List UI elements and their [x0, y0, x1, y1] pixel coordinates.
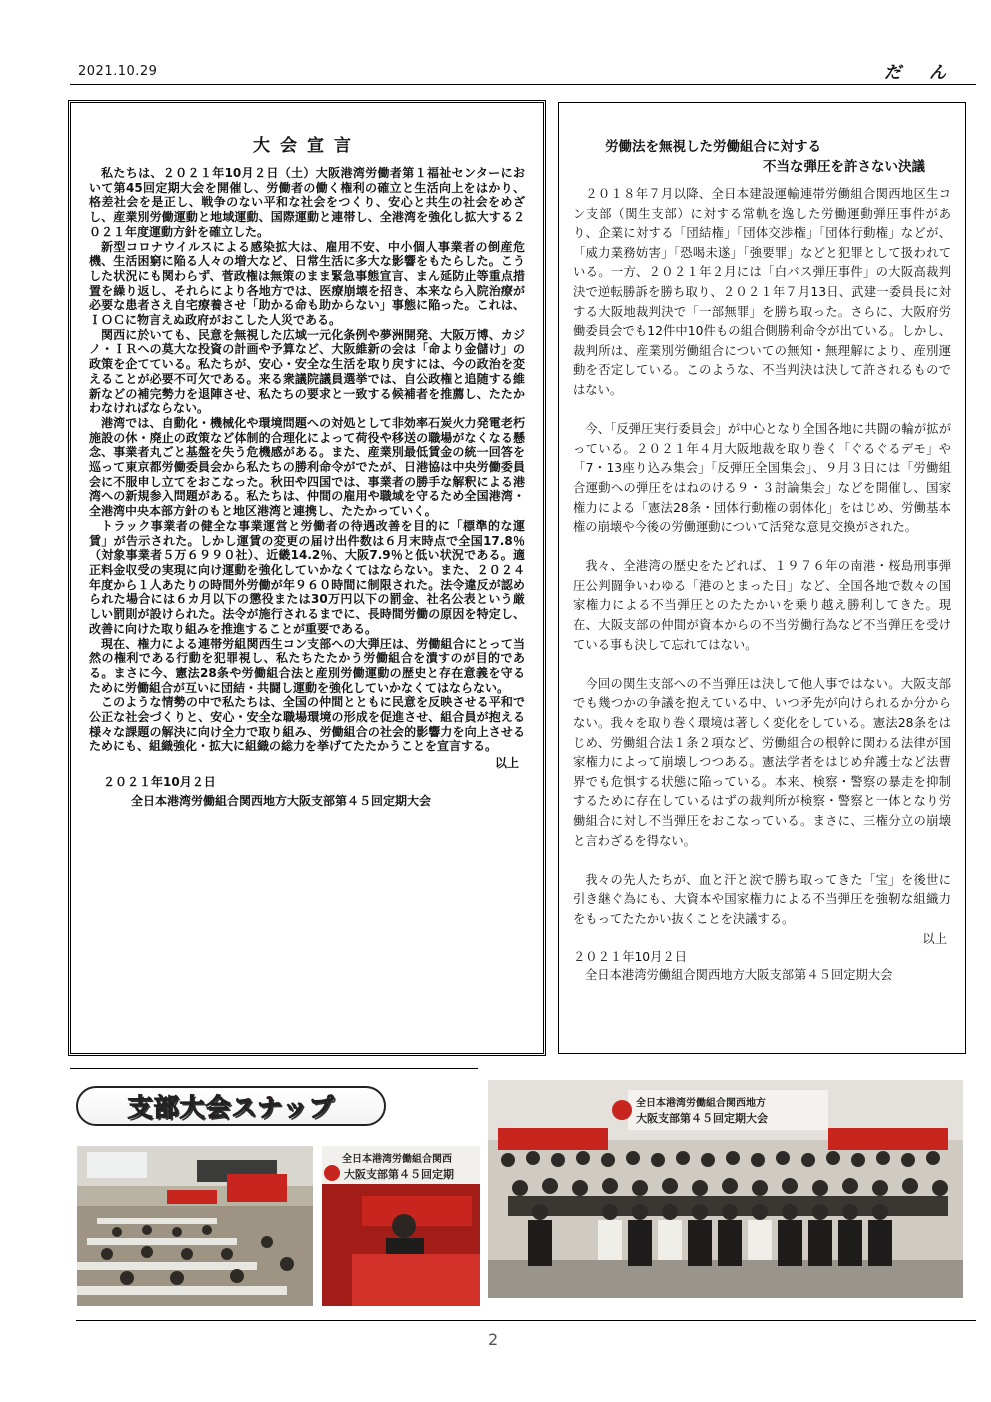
- resolution-title-line1: 労働法を無視した労働組合に対する: [605, 139, 821, 155]
- page-number: 2: [488, 1330, 499, 1349]
- declaration-paragraph: 新型コロナウイルスによる感染拡大は、雇用不安、中小個人事業者の倒産危機、生活困窮に陥る人々の増大など、日常生活に多大な影響をもたらした。こうした状況にも関わらず、菅政権は無策のまま緊急事態宣言、まん延防止等重点措置を繰り返し、それらにより各地方では、医療崩壊を招き、本来なら入院治療が必要な患者さえ自宅療養させ「助かる命も助からない」事態に陥った。これは、ＩＯＣに物言えぬ政府がおこした人災である。: [89, 239, 525, 328]
- section-rule: [70, 1068, 478, 1069]
- resolution-closing: 以上: [922, 931, 947, 946]
- declaration-paragraph: 港湾では、自動化・機械化や環境問題への対処として非効率石炭火力発電老朽施設の休・廃止の政策など体制的合理化によって荷役や移送の職場がなくなる懸念、事業者丸ごと基盤を失う危機感がある。また、産業別最低賃金の統一回答を巡って東京都労働委員会から私たちの勝利命令がでたが、日港協は中央労働委員会に不服申し立てをおこなった。秋田や四国では、事業者の勝手な解釈による港湾への新規参入問題がある。私たちは、仲間の雇用や職域を守るため全国港湾・全港湾中央本部方針のもと地区港湾と連携し、たたかっていく。: [89, 415, 525, 519]
- resolution-paragraph: 今、「反弾圧実行委員会」が中心となり全国各地に共闘の輪が拡がっている。２０２１年４月大阪地裁を取り巻く「ぐるぐるデモ」や「7・13座り込み集会」「反弾圧全国集会」、９月３日には「労働組合運動への弾圧をはねのける９・３討論集会」などを開催し、国家権力による「憲法28条・団体行動権の弱体化」をはじめ、労働基本権の崩壊や今後の労働運動について活発な意見交換がされた。: [573, 422, 951, 535]
- resolution-paragraph: 今回の関生支部への不当弾圧は決して他人事ではない。大阪支部でも幾つかの争議を抱えている中、いつ矛先が向けられるか分からない。我々を取り巻く環境は著しく変化をしている。憲法28条をはじめ、労働組合法１条２項など、労働組合の根幹に関わる法律が国家権力によって崩壊しつつある。憲法学者をはじめ弁護士など法曹界でも危惧する状態に陥っている。本来、検察・警察の暴走を抑制するために存在しているはずの裁判所が検察・警察と一体となり労働組合に対し不当弾圧をおこなっている。まさに、三権分立の崩壊と言わざるを得ない。: [573, 676, 951, 848]
- footer-rule: [76, 1320, 976, 1321]
- resolution-organization: 全日本港湾労働組合関西地方大阪支部第４５回定期大会: [585, 967, 893, 982]
- header-rule: [70, 84, 976, 85]
- header-date: 2021.10.29: [78, 64, 158, 79]
- speaker-photo: [322, 1146, 480, 1306]
- declaration-closing: 以上: [494, 756, 519, 771]
- declaration-organization: 全日本港湾労働組合関西地方大阪支部第４５回定期大会: [131, 794, 432, 809]
- meeting-hall-photo: [77, 1146, 313, 1306]
- group-photo: [488, 1080, 963, 1298]
- group-photo-banner-line1: 全日本港湾労働組合関西地方: [636, 1098, 766, 1109]
- declaration-paragraph: 関西に於いても、民意を無視した広域一元化条例や夢洲開発、大阪万博、カジノ・ＩＲへの莫大な投資の計画や予算など、大阪維新の会は「命より金儲け」の政策を企てている。私たちが、安心・安全な生活を取り戻すには、今の政治を変えることが必要不可欠である。来る衆議院議員選挙では、自公政権と追随する維新などの補完勢力を退陣させ、私たちの要求と一致する候補者を推薦し、たたかわなければならない。: [89, 327, 525, 416]
- snapshot-banner-text: 支部大会スナップ: [127, 1093, 335, 1122]
- resolution-paragraph: 我々、全港湾の歴史をたどれば、１９７６年の南港・桜島刑事弾圧公判闘争いわゆる「港のとまった日」など、全国各地で数々の国家権力による不当弾圧とのたたかいを乗り越え勝利してきた。現在、大阪支部の仲間が資本からの不当労働行為など不当弾圧を受けている事も決して忘れてはない。: [573, 559, 951, 652]
- snapshot-banner: [76, 1086, 386, 1126]
- declaration-date: ２０２１年10月２日: [103, 775, 216, 790]
- resolution-date: ２０２１年10月２日: [573, 949, 688, 964]
- declaration-paragraph: トラック事業者の健全な事業運営と労働者の待遇改善を目的に「標準的な運賃」が告示された。しかし運賃の変更の届け出件数は６月末時点で全国17.8％（対象事業者５万６９９０社）、近畿14.2％、大阪7.9％と低い状況である。適正料金収受の実現に向け運動を強化していかなくてはならない。また、２０２４年度から１人あたりの時間外労働が年９６０時間に制限された。法令違反が認められた場合には６カ月以下の懲役または30万円以下の罰金、社名公表という厳しい罰則が設けられた。法令が施行されるまでに、長時間労働の原因を特定し、改善に向けた取り組みを推進することが重要である。: [89, 518, 525, 636]
- declaration-paragraph: 現在、権力による連帯労組関西生コン支部への大弾圧は、労働組合にとって当然の権利である行動を犯罪視し、私たちたたかう労働組合を潰すのが目的である。まさに今、憲法28条や労働組合法と産別労働運動の歴史と存在意義を守るために労働組合が互いに団結・共闘し運動を強化していかなくてはならない。: [89, 636, 525, 695]
- resolution-paragraph: ２０１８年７月以降、全日本建設運輸連帯労働組合関西地区生コン支部（関生支部）に対する常軌を逸した労働運動弾圧事件があり、企業に対する「団結権」「団体交渉権」「団体行動権」などが、「威力業務妨害」「恐喝未遂」「強要罪」などと犯罪として扱われている。一方、２０２１年２月には「白バス弾圧事件」の大阪高裁判決で逆転勝訴を勝ち取り、２０２１年７月13日、武建一委員長に対する大阪地裁判決で「一部無罪」を勝ち取った。さらに、大阪府労働委員会でも12件中10件もの組合側勝利命令が出ている。しかし、裁判所は、産業別労働組合についての無知・無理解により、産別運動を否定している。このような、不当判決は決して許されるものではない。: [573, 187, 951, 397]
- resolution-box: [558, 102, 966, 1054]
- group-photo-banner-line2: 大阪支部第４５回定期大会: [636, 1112, 768, 1125]
- declaration-paragraph: このような情勢の中で私たちは、全国の仲間とともに民意を反映させる平和で公正な社会づくりと、安心・安全な職場環境の形成を促進させ、組合員が抱える様々な課題の解決に向け全力で取り組み、労働組合の社会的影響力を向上させるためにも、組織強化・拡大に組織の総力を挙げてたたかうことを宣言する。: [89, 695, 525, 754]
- declaration-paragraph: 私たちは、２０２１年10月２日（土）大阪港湾労働者第１福祉センターにおいて第45回定期大会を開催し、労働者の働く権利の確立と生活向上をはかり、格差社会を是正し、戦争のない平和な社会をつくり、安心と共生の社会をめざし、産業別労働運動と地域運動、国際運動と連帯し、全港湾を強化し拡大する２０２１年度運動方針を確立した。: [89, 166, 525, 239]
- speaker-photo-banner-line1: 全日本港湾労働組合関西: [342, 1154, 452, 1165]
- resolution-paragraph: 我々の先人たちが、血と汗と涙で勝ち取ってきた「宝」を後世に引き継ぐ為にも、大資本や国家権力による不当弾圧を強靭な組織力をもってたたかい抜くことを決議する。: [573, 872, 951, 926]
- declaration-title: 大会宣言: [253, 136, 361, 156]
- speaker-photo-banner-line2: 大阪支部第４５回定期: [344, 1168, 454, 1181]
- newsletter-title: だん: [884, 63, 974, 83]
- resolution-title-line2: 不当な弾圧を許さない決議: [763, 159, 925, 175]
- declaration-box: [68, 100, 546, 1056]
